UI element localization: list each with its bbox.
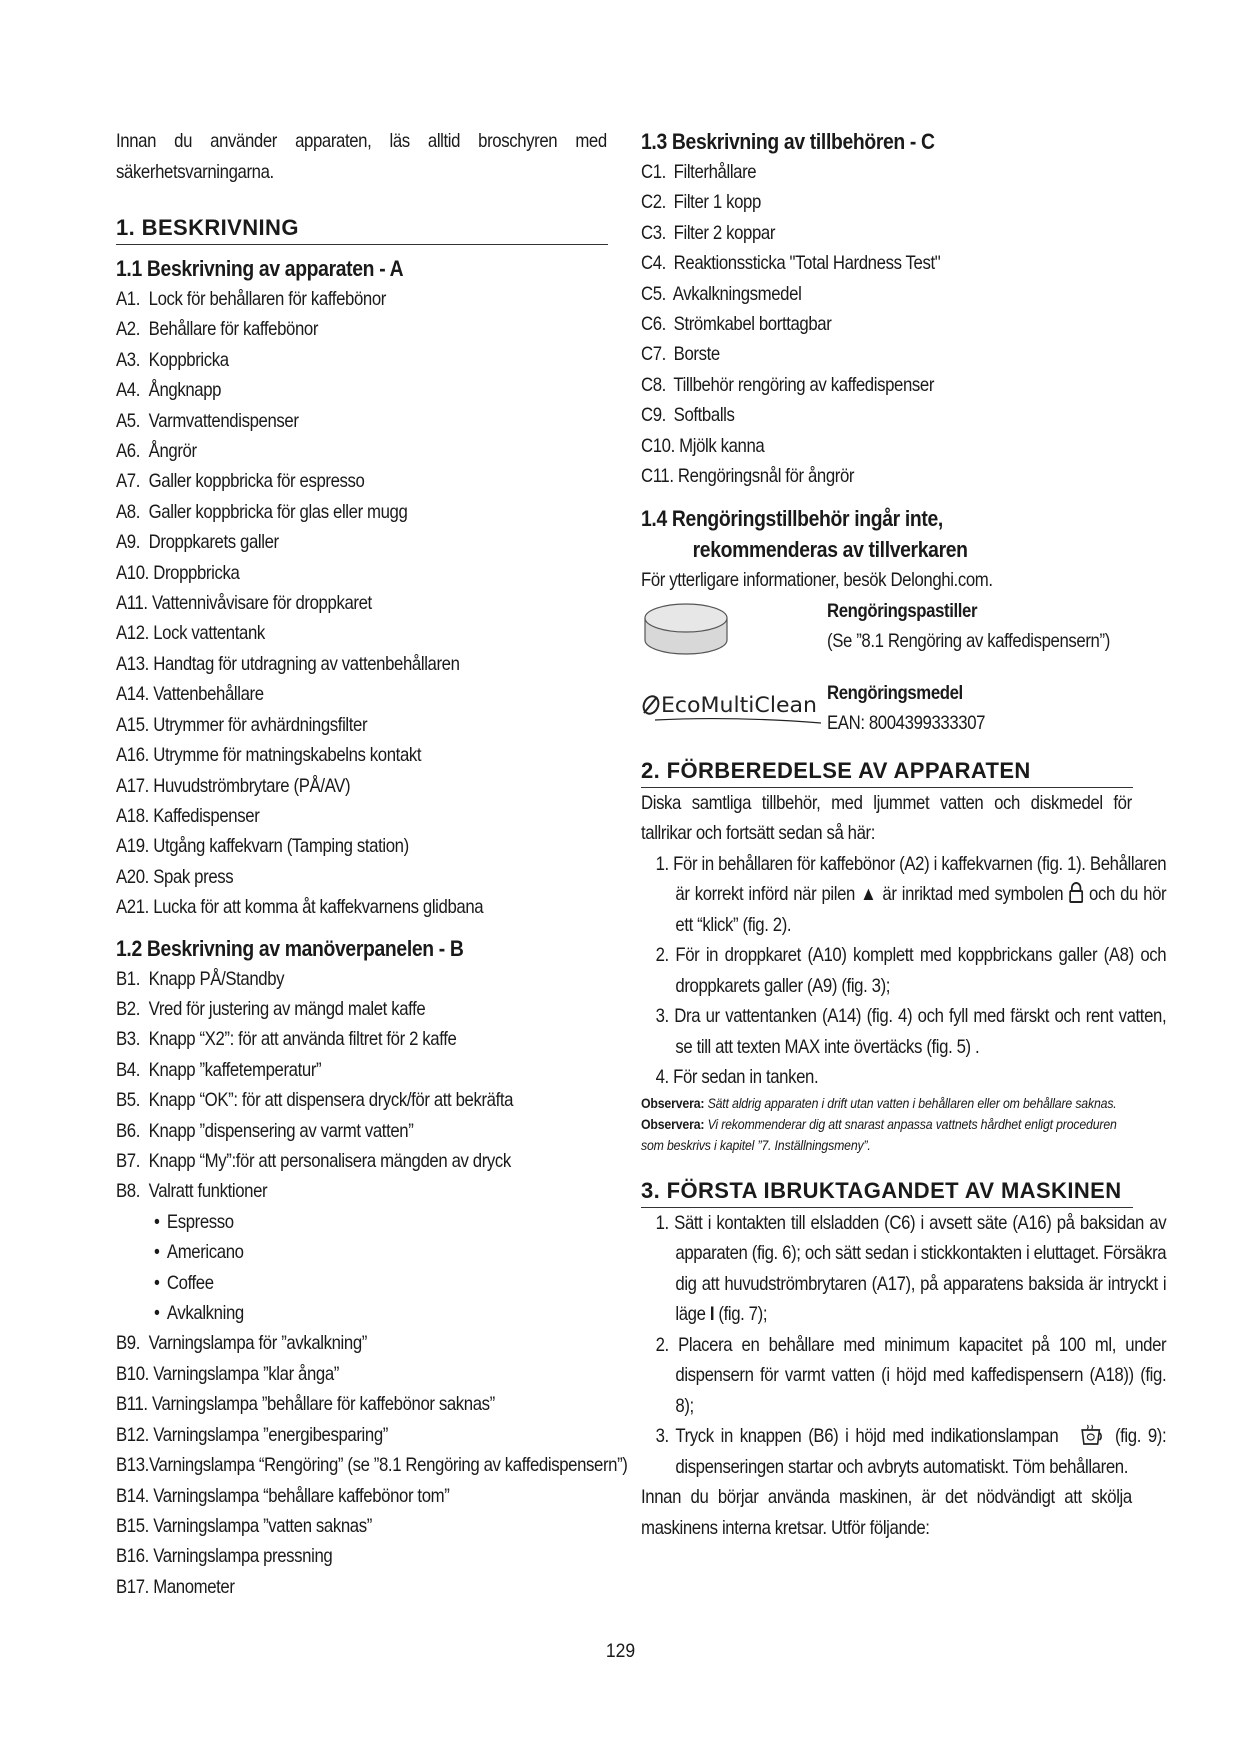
- list-item: [641, 431, 1132, 461]
- item-code: A11.: [116, 592, 148, 615]
- item-text: Ångknapp: [148, 379, 222, 402]
- list-item: [116, 618, 607, 648]
- list-item: [116, 345, 607, 375]
- eco-multiclean-logo: [641, 682, 821, 732]
- item-code: A17.: [116, 774, 149, 797]
- cleaning-tablet-icon: [641, 600, 731, 660]
- item-code: C1.: [641, 161, 666, 183]
- item-code: A12.: [116, 622, 149, 645]
- item-code: C6.: [641, 313, 666, 336]
- item-text: Reaktionssticka "Total Hardness Test": [673, 252, 941, 275]
- item-text: Varningslampa ”behållare för kaffebönor saknas”: [151, 1393, 495, 1416]
- note-1: [641, 1093, 1130, 1114]
- list-item: [116, 527, 607, 557]
- section-1-1-heading: 1.1 Beskrivning av apparaten - A: [116, 256, 404, 281]
- item-text: Filterhållare: [673, 161, 757, 183]
- item-code: C11.: [641, 465, 674, 488]
- note-2: [641, 1114, 1130, 1156]
- list-item: [116, 1541, 607, 1571]
- step-1-text-end: (fig. 7);: [718, 1303, 768, 1326]
- item-text: Vattenbehållare: [153, 683, 264, 706]
- note-label: Observera:: [641, 1115, 705, 1132]
- item-text: Varningslampa ”klar ånga”: [153, 1362, 339, 1385]
- item-text: Varningslampa “Rengöring” (se ”8.1 Rengöring av kaffedispensern”): [148, 1454, 628, 1477]
- item-code: A14.: [116, 683, 149, 706]
- list-item: [116, 1116, 607, 1146]
- item-text: Filter 2 koppar: [673, 221, 776, 244]
- item-code: A5.: [116, 409, 141, 432]
- item-code: A10.: [116, 561, 149, 584]
- item-text: Softballs: [673, 404, 735, 427]
- item-code: C2.: [641, 191, 666, 214]
- item-text: Utrymme för matningskabelns kontakt: [153, 744, 422, 767]
- item-text: Mjölk kanna: [679, 434, 765, 457]
- item-code: A15.: [116, 713, 149, 736]
- item-text: Spak press: [153, 865, 234, 888]
- accessory-2-text: EAN: 8004399333307: [827, 712, 986, 735]
- item-text: Varningslampa pressning: [153, 1545, 333, 1568]
- item-text: Kaffedispenser: [153, 804, 260, 827]
- intro-text: Innan du använder apparaten, läs alltid broschyren med säkerhetsvarningarna.: [116, 130, 607, 183]
- list-item: [116, 1481, 607, 1511]
- list-item: [116, 284, 607, 314]
- item-code: B5.: [116, 1089, 141, 1112]
- item-code: B2.: [116, 997, 141, 1020]
- bullet-item: • Coffee: [154, 1268, 607, 1298]
- item-text: Droppbricka: [153, 561, 240, 584]
- item-code: A9.: [116, 531, 141, 554]
- item-code: C5.: [641, 282, 666, 305]
- item-text: Borste: [673, 343, 720, 366]
- item-code: B17.: [116, 1575, 149, 1598]
- list-item: [116, 1420, 607, 1450]
- list-item: [116, 1024, 607, 1054]
- item-text: Ångrör: [148, 440, 197, 463]
- list-item: [116, 497, 607, 527]
- list-item: [641, 309, 1132, 339]
- list-item: [116, 1359, 607, 1389]
- left-column: [116, 126, 628, 1602]
- section-3-step-3: [641, 1421, 1166, 1482]
- section-1-4-heading-line2: rekommenderas av tillverkaren: [692, 537, 968, 563]
- list-item: [116, 375, 607, 405]
- note-1-text: Sätt aldrig apparaten i drift utan vatten i behållaren eller om behållare saknas.: [707, 1094, 1117, 1111]
- list-item: [641, 461, 1132, 491]
- function-options-list: [116, 1207, 608, 1329]
- section-2-intro: Diska samtliga tillbehör, med ljummet vatten och diskmedel för tallrikar och fortsätt sedan så här:: [641, 791, 1132, 845]
- list-item: [116, 831, 607, 861]
- item-text: Varningslampa ”vatten saknas”: [153, 1514, 372, 1537]
- list-item: [116, 1389, 607, 1419]
- item-text: Lock vattentank: [153, 622, 265, 645]
- lock-icon: [1068, 882, 1083, 904]
- list-item: [116, 466, 607, 496]
- section-2-step-1: [641, 849, 1166, 941]
- item-text: Knapp “OK”: för att dispensera dryck/för att bekräfta: [148, 1089, 514, 1112]
- section-1-4-heading-line1: 1.4 Rengöringstillbehör ingår inte,: [641, 506, 943, 532]
- list-item: [116, 1085, 607, 1115]
- item-code: C9.: [641, 404, 666, 427]
- list-item: [116, 649, 607, 679]
- item-code: A18.: [116, 804, 149, 827]
- item-code: C7.: [641, 343, 666, 366]
- list-item: [116, 1055, 607, 1085]
- item-text: Strömkabel borttagbar: [673, 313, 832, 336]
- item-code: C4.: [641, 252, 666, 275]
- section-1-heading: 1. BESKRIVNING: [116, 213, 608, 245]
- item-code: B15.: [116, 1514, 149, 1537]
- item-code: B14.: [116, 1484, 149, 1507]
- item-text: Utrymmer för avhärdningsfilter: [153, 713, 368, 736]
- item-text: Behållare för kaffebönor: [148, 318, 319, 341]
- item-code: A20.: [116, 865, 149, 888]
- list-item: [116, 862, 607, 892]
- list-item: [641, 187, 1132, 217]
- item-code: B13.: [116, 1454, 149, 1477]
- list-item: [116, 801, 607, 831]
- item-text: Huvudströmbrytare (PÅ/AV): [153, 774, 351, 797]
- item-text: Varningslampa “behållare kaffebönor tom”: [153, 1484, 450, 1507]
- item-text: Galler koppbricka för glas eller mugg: [148, 500, 408, 523]
- item-code: B16.: [116, 1545, 149, 1568]
- warning-lamps-list: [116, 1328, 608, 1450]
- step-3-text: 3. Tryck in knappen (B6) i höjd med indikationslampan: [655, 1425, 1059, 1448]
- hot-water-cup-icon: [1079, 1424, 1108, 1446]
- item-code: B3.: [116, 1028, 141, 1051]
- list-item: [641, 400, 1132, 430]
- section-1-2-heading: 1.2 Beskrivning av manöverpanelen - B: [116, 935, 464, 961]
- page-number: 129: [605, 1640, 636, 1662]
- item-text: Utgång kaffekvarn (Tamping station): [153, 835, 409, 858]
- accessory-cleaning-tablets: [641, 596, 1133, 666]
- section-2-step-3: 3. Dra ur vattentanken (A14) (fig. 4) och fyll med färskt och rent vatten, se till att texten MAX inte övertäcks (fig. 5) .: [655, 1005, 1167, 1058]
- item-code: B7.: [116, 1149, 141, 1172]
- right-column: [641, 126, 1167, 1543]
- item-code: A3.: [116, 348, 141, 371]
- item-text: Knapp PÅ/Standby: [148, 967, 285, 990]
- item-code: B4.: [116, 1058, 141, 1081]
- section-2-step-4: 4. För sedan in tanken.: [655, 1066, 819, 1089]
- item-code: A1.: [116, 288, 141, 310]
- item-text: Knapp ”kaffetemperatur”: [148, 1058, 322, 1081]
- item-code: A8.: [116, 500, 141, 523]
- warning-lamps-list-continued: [116, 1481, 608, 1603]
- logo-text: EcoMultiClean: [661, 692, 817, 717]
- accessory-1-text: (Se ”8.1 Rengöring av kaffedispensern”): [827, 630, 1110, 653]
- item-text: Vred för justering av mängd malet kaffe: [148, 997, 426, 1020]
- item-code: A6.: [116, 440, 141, 463]
- note-2-text: Vi rekommenderar dig att snarast anpassa vattnets hårdhet enligt proceduren som beskrivs i kapitel ”7. Inställningsmeny”.: [641, 1115, 1117, 1153]
- item-code: B1.: [116, 967, 141, 990]
- list-item: [116, 892, 607, 922]
- item-code: C8.: [641, 373, 666, 396]
- item-text: Knapp “My”:för att personalisera mängden av dryck: [148, 1149, 511, 1172]
- item-code: B11.: [116, 1393, 148, 1416]
- section-3-step-2: 2. Placera en behållare med minimum kapacitet på 100 ml, under dispensern för varmt vatten (i höjd med kaffedispensern (A18)) (fig. 8);: [655, 1333, 1167, 1417]
- section-2-heading: 2. FÖRBEREDELSE AV APPARATEN: [641, 756, 1133, 788]
- item-text: Tillbehör rengöring av kaffedispenser: [673, 373, 935, 396]
- step-1-text-end: och du hör ett “klick” (fig. 2).: [675, 883, 1167, 936]
- item-text: Handtag för utdragning av vattenbehållaren: [153, 652, 460, 675]
- list-item: [641, 218, 1132, 248]
- item-text: Lucka för att komma åt kaffekvarnens glidbana: [153, 896, 484, 919]
- list-item: [116, 1328, 607, 1358]
- item-code: A7.: [116, 470, 141, 493]
- item-text: Varningslampa ”energibesparing”: [153, 1423, 388, 1446]
- list-item: [116, 406, 607, 436]
- list-item: [116, 679, 607, 709]
- item-text: Manometer: [153, 1575, 235, 1598]
- accessory-1-title: Rengöringspastiller: [827, 599, 978, 622]
- list-item: [641, 279, 1132, 309]
- item-code: C3.: [641, 221, 666, 244]
- more-info-text: För ytterligare informationer, besök Delonghi.com.: [641, 569, 993, 592]
- accessory-2-title: Rengöringsmedel: [827, 681, 963, 704]
- step-1-text: 1. För in behållaren för kaffebönor (A2) i kaffekvarnen (fig. 1). Behållaren är korrekt införd när pilen ▲ är inriktad med symbolen: [655, 852, 1167, 906]
- switch-position-mark: I: [709, 1303, 715, 1326]
- item-code: A13.: [116, 652, 149, 675]
- item-code: B8.: [116, 1180, 141, 1203]
- list-item: [116, 1146, 607, 1176]
- step-3-text-end: (fig. 9): dispenseringen startar och avbryts automatiskt. Töm behållaren.: [675, 1425, 1167, 1478]
- list-item-b13: [116, 1450, 628, 1481]
- item-text: Varmvattendispenser: [148, 409, 299, 432]
- accessory-descaler: [641, 678, 1133, 748]
- list-item: [116, 710, 607, 740]
- step-1-text: 1. Sätt i kontakten till elsladden (C6) i avsett säte (A16) på baksidan av apparaten (fig. 6); och sätt sedan i stickkontakten i eluttaget. Försäkra dig att huvudströmbrytaren (A17), på apparatens baksida är intryckt i läge: [655, 1211, 1167, 1326]
- item-text: Varningslampa för ”avkalkning”: [148, 1332, 367, 1355]
- item-code: C10.: [641, 434, 675, 457]
- item-code: A21.: [116, 896, 149, 919]
- section-3-outro: Innan du börjar använda maskinen, är det nödvändigt att skölja maskinens interna kretsar. Utför följande:: [641, 1486, 1132, 1539]
- section-1-3-heading: 1.3 Beskrivning av tillbehören - C: [641, 129, 935, 154]
- list-item: [116, 1511, 607, 1541]
- section-3-heading: 3. FÖRSTA IBRUKTAGANDET AV MASKINEN: [641, 1176, 1133, 1208]
- bullet-item: • Espresso: [154, 1207, 607, 1237]
- item-text: Knapp ”dispensering av varmt vatten”: [148, 1119, 414, 1142]
- item-text: Vattennivåvisare för droppkaret: [151, 592, 372, 615]
- list-item: [116, 1176, 607, 1206]
- list-item: [641, 339, 1132, 369]
- item-text: Valratt funktioner: [148, 1180, 268, 1203]
- section-3-step-1: [641, 1208, 1166, 1330]
- list-item: [116, 964, 607, 994]
- bullet-item: • Americano: [154, 1237, 607, 1267]
- list-item: [641, 248, 1132, 278]
- accessories-list: [641, 157, 1133, 491]
- note-label: Observera:: [641, 1094, 705, 1111]
- item-text: Knapp “X2”: för att använda filtret för 2 kaffe: [148, 1028, 457, 1051]
- item-text: Droppkarets galler: [148, 531, 279, 554]
- item-code: B9.: [116, 1332, 141, 1355]
- item-code: A16.: [116, 744, 149, 767]
- item-text: Lock för behållaren för kaffebönor: [148, 288, 386, 310]
- list-item: [116, 314, 607, 344]
- list-item: [116, 771, 607, 801]
- list-item: [116, 588, 607, 618]
- list-item: [116, 740, 607, 770]
- apparatus-list: [116, 284, 608, 923]
- list-item: [641, 157, 1132, 187]
- item-code: A19.: [116, 835, 149, 858]
- item-code: B6.: [116, 1119, 141, 1142]
- section-2-step-2: 2. För in droppkaret (A10) komplett med koppbrickans galler (A8) och droppkarets galler (A9) (fig. 3);: [655, 944, 1167, 997]
- list-item: [116, 436, 607, 466]
- item-text: Koppbricka: [148, 348, 229, 371]
- list-item: [116, 1572, 607, 1602]
- list-item: [116, 994, 607, 1024]
- item-text: Rengöringsnål för ångrör: [677, 465, 855, 488]
- item-text: Avkalkningsmedel: [672, 282, 802, 305]
- list-item: [641, 370, 1132, 400]
- item-text: Galler koppbricka för espresso: [148, 470, 365, 493]
- item-code: A2.: [116, 318, 141, 341]
- control-panel-list: [116, 964, 608, 1207]
- item-text: Filter 1 kopp: [673, 191, 761, 214]
- item-code: B10.: [116, 1362, 149, 1385]
- item-code: A4.: [116, 379, 141, 402]
- item-code: B12.: [116, 1423, 149, 1446]
- list-item: [116, 558, 607, 588]
- bullet-item: • Avkalkning: [154, 1298, 607, 1328]
